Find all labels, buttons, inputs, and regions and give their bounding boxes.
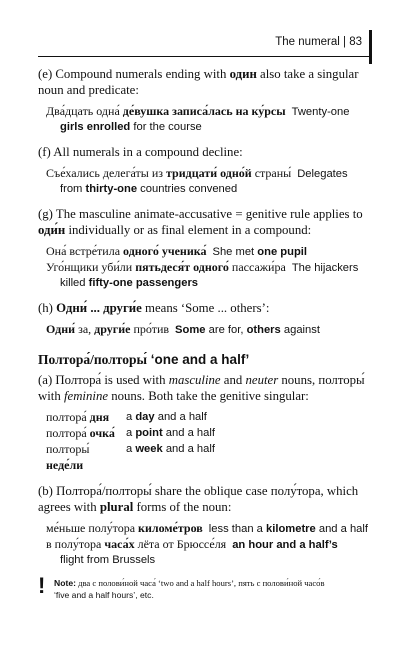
example-row	[46, 426, 368, 442]
text: forms of the noun:	[133, 500, 232, 514]
english-text: against	[280, 324, 320, 336]
text-italic: feminine	[63, 389, 109, 403]
paragraph-a	[38, 372, 368, 404]
russian-text: Съе́хались делега́ты из	[46, 166, 167, 180]
english-text: a	[126, 411, 136, 423]
heading-russian: Полтора́/полторы́	[38, 352, 148, 367]
example-b	[46, 521, 368, 568]
english-bold: an hour and a half’s	[232, 539, 338, 551]
russian-text: пассажи́ра	[228, 260, 286, 274]
paragraph-g	[38, 206, 368, 238]
english-bold: fifty-one passengers	[88, 277, 199, 289]
text: nouns. Both take the genitive singular:	[108, 389, 309, 403]
russian-bold: де́вушка записа́лась на ку́рсы	[122, 104, 286, 118]
text: (h)	[38, 301, 57, 315]
russian-text: лёта от Брюссе́ля	[134, 537, 227, 551]
english-text: less than a	[208, 523, 266, 535]
english-text: and a half	[315, 523, 369, 535]
text: (a) Полтора́ is used with	[38, 373, 169, 387]
paragraph-h	[38, 300, 368, 316]
text: means ‘Some ... others’:	[141, 301, 270, 315]
text: (b) Полтора́/полторы́ share the oblique case полу́тора, which agrees with	[38, 484, 359, 514]
text: and	[220, 373, 246, 387]
section-heading	[38, 352, 368, 368]
russian-text: страны́	[251, 166, 292, 180]
page-body	[38, 66, 368, 601]
english-bold: one pupil	[257, 246, 307, 258]
example-g	[46, 244, 368, 291]
english-text: and a half	[162, 443, 215, 455]
russian-text: в полу́тора	[46, 537, 105, 551]
russian-text: полторы́	[46, 442, 90, 456]
russian-text: за,	[75, 322, 95, 336]
english-text: and a half	[162, 427, 215, 439]
paragraph-f: (f) All numerals in a compound decline:	[38, 145, 243, 159]
text: nouns, полторы́ with	[38, 373, 365, 403]
english-text: countries convened	[137, 183, 238, 195]
russian-bold: тридцати́ одно́й	[166, 166, 252, 180]
english-bold: week	[135, 443, 163, 455]
russian-bold: неде́ли	[46, 458, 84, 472]
text-bold: Одни́ ... други́е	[56, 301, 142, 315]
example-e	[46, 104, 368, 135]
text: also take a singular noun and predicate:	[38, 67, 359, 97]
english-bold: thirty-one	[85, 183, 138, 195]
english-text: a	[126, 427, 136, 439]
page-header	[38, 30, 372, 57]
example-row	[46, 442, 368, 474]
example-f	[46, 166, 368, 197]
english-text: Delegates	[297, 168, 348, 180]
note-label: Note:	[54, 578, 76, 588]
text-italic: neuter	[245, 373, 279, 387]
russian-bold: одного́ ученика́	[123, 244, 207, 258]
english-bold: kilometre	[266, 523, 316, 535]
note-text: ‘five and a half hours’, etc.	[54, 590, 154, 600]
english-text: The hijackers	[291, 262, 359, 274]
english-bold: girls enrolled	[60, 121, 131, 133]
russian-text: ме́ньше полу́тора	[46, 521, 139, 535]
text-italic: masculine	[168, 373, 221, 387]
english-bold: point	[135, 427, 163, 439]
note-text: два с полови́ной часа́ ‘two and a half hours’, пять с полови́ной часо́в	[75, 578, 325, 588]
header-rule-bar	[369, 30, 372, 64]
english-bold: others	[246, 324, 281, 336]
text-bold: оди́н	[38, 223, 66, 237]
russian-text: полтора́	[46, 426, 90, 440]
note-box	[38, 573, 368, 601]
text-bold: plural	[99, 500, 134, 514]
english-text: Twenty-one	[291, 106, 350, 118]
english-text: flight from Brussels	[60, 554, 156, 566]
example-row	[46, 410, 368, 426]
english-bold: day	[135, 411, 155, 423]
text-bold: один	[229, 67, 257, 81]
english-text: killed	[60, 277, 89, 289]
russian-text: Уго́нщики уби́ли	[46, 260, 136, 274]
russian-text: Два́дцать одна́	[46, 104, 123, 118]
russian-bold: часа́х	[104, 537, 135, 551]
english-text: from	[60, 183, 86, 195]
russian-bold: Одни́	[46, 322, 76, 336]
english-text: are for,	[205, 324, 247, 336]
english-text: She met	[212, 246, 258, 258]
russian-bold: очка́	[89, 426, 115, 440]
text: (g) The masculine animate-accusative = genitive rule applies to	[38, 207, 363, 221]
russian-text: полтора́	[46, 410, 90, 424]
english-text: and a half	[154, 411, 207, 423]
text: individually or as final element in a compound:	[65, 223, 312, 237]
paragraph-e	[38, 66, 368, 98]
text: (e) Compound numerals ending with	[38, 67, 230, 81]
english-bold: Some	[175, 324, 206, 336]
paragraph-b	[38, 483, 368, 515]
example-a	[46, 410, 368, 474]
running-head: The numeral | 83	[275, 36, 362, 48]
russian-text: про́тив	[130, 322, 170, 336]
exclamation-icon: !	[38, 573, 46, 598]
russian-bold: киломе́тров	[138, 521, 203, 535]
russian-bold: дня	[89, 410, 110, 424]
russian-text: Она́ встре́тила	[46, 244, 124, 258]
russian-bold: други́е	[94, 322, 131, 336]
english-text: for the course	[130, 121, 202, 133]
russian-bold: пятьдеся́т одного́	[135, 260, 229, 274]
english-text: a	[126, 443, 136, 455]
example-h	[46, 322, 368, 338]
heading-english: ‘one and a half’	[147, 352, 250, 367]
